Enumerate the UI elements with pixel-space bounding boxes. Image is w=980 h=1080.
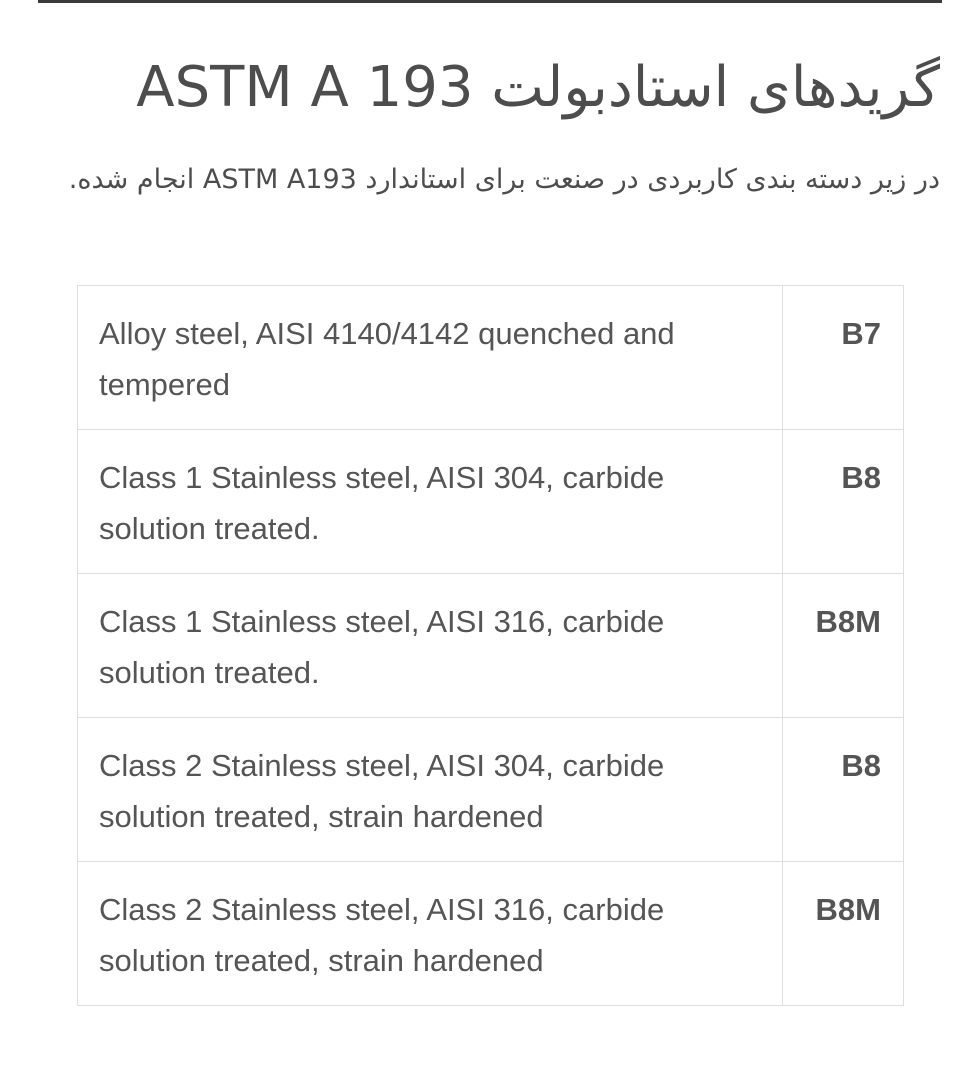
grade-description: Class 2 Stainless steel, AISI 304, carbide solution treated, strain hardened: [78, 718, 783, 862]
page-title: گریدهای استادبولت ASTM A 193: [136, 55, 940, 120]
grade-description: Class 1 Stainless steel, AISI 304, carbide solution treated.: [78, 430, 783, 574]
intro-paragraph: در زیر دسته بندی کاربردی در صنعت برای استاندارد ASTM A193 انجام شده.: [68, 164, 940, 195]
table-row: [78, 862, 904, 1006]
grade-code: B8: [783, 430, 904, 574]
table-row: [78, 718, 904, 862]
grade-code: B8M: [783, 862, 904, 1006]
grade-description: Alloy steel, AISI 4140/4142 quenched and tempered: [78, 286, 783, 430]
grade-code: B8M: [783, 574, 904, 718]
grade-code: B8: [783, 718, 904, 862]
grade-description: Class 2 Stainless steel, AISI 316, carbide solution treated, strain hardened: [78, 862, 783, 1006]
table-row: [78, 430, 904, 574]
grades-table: [77, 285, 904, 1006]
grade-description: Class 1 Stainless steel, AISI 316, carbide solution treated.: [78, 574, 783, 718]
table-row: [78, 574, 904, 718]
top-divider: [38, 0, 942, 3]
table-row: [78, 286, 904, 430]
grade-code: B7: [783, 286, 904, 430]
